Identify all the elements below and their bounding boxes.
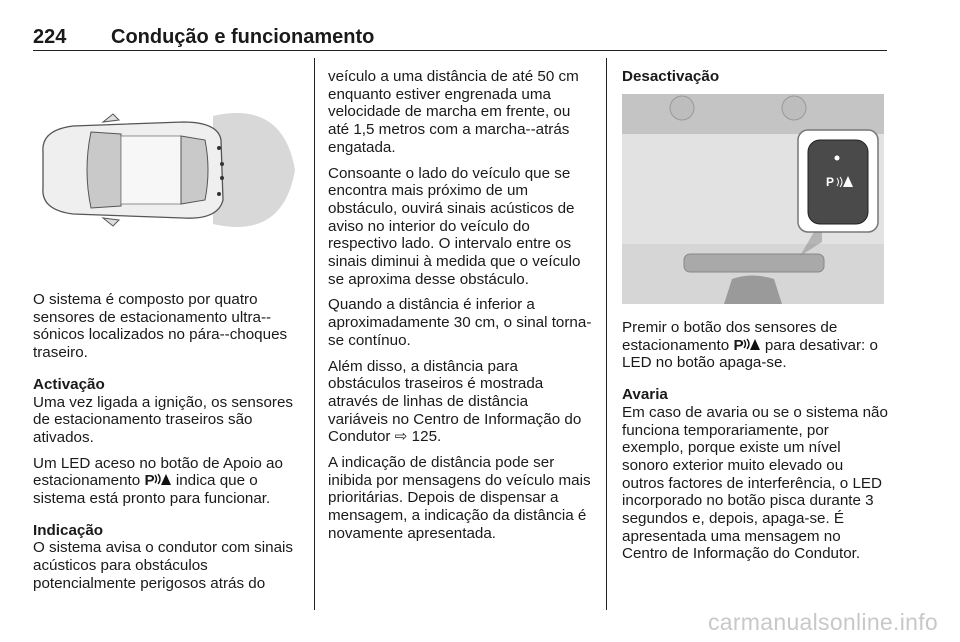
column-2 [328,68,592,551]
park-assist-icon-2 [733,337,760,354]
column-1 [33,291,301,601]
activation-heading: Activação [33,375,105,393]
watermark: carmanualsonline.info [707,609,938,635]
deact-text-after: para desativar: o LED no botão apaga-se. [622,336,878,372]
fault-heading: Avaria [622,386,668,404]
column-3 [622,68,888,86]
continuous-signal-paragraph: Quando a distância é inferior a aproximadamente 30 cm, o sinal torna-se contínuo. [328,296,592,349]
led-text-after: indica que o sistema está pronto para funcionar. [33,472,271,508]
column-divider-2 [606,58,607,610]
fault-text: Em caso de avaria ou se o sistema não funciona temporariamente, por exemplo, porque existe um nível sonoro exterior muito elevado ou outros factores de interferência, o LED incorporado no botão pisca durante 3 segundos e, depois, apaga-se. É apresentada uma mensagem no Centro de Informação do Condutor. [622,403,888,563]
page-ref-arrow-icon: ⇨ [394,428,408,446]
page-header [33,26,374,49]
deactivation-heading: Desactivação [622,68,720,85]
led-text-before: Um LED aceso no botão de Apoio ao estacionamento [33,454,283,490]
column-divider-1 [314,58,315,610]
indication-heading: Indicação [33,521,104,539]
priority-paragraph: A indicação de distância pode ser inibida por mensagens do veículo mais prioritárias. Depois de dispensar a mensagem, a indicação da distância é novamente apresentada. [328,454,591,542]
activation-text: Uma vez ligada a ignição, os sensores de estacionamento traseiros são ativados. [33,393,294,446]
distance-paragraph: veículo a uma distância de até 50 cm enquanto estiver engrenada uma velocidade de marcha em frente, ou até 1,5 metros com a marcha--atrás engatada. [328,68,579,156]
indication-text: O sistema avisa o condutor com sinais acústicos para obstáculos potencialmente perigosos atrás do [33,539,293,592]
park-assist-letter-2: P [733,336,743,354]
column-3-text [622,319,888,571]
side-warning-paragraph: Consoante o lado do veículo que se encontra mais próximo de um obstáculo, ouvirá sinais acústicos de aviso no interior do veículo do respectivo lado. O intervalo entre os sinais diminui à medida que o veículo se aproxima desse obstáculo. [328,164,581,288]
page-title: Condução e funcionamento [111,26,375,48]
car-sensor-figure [33,60,297,276]
header-rule [33,50,887,51]
page-ref-link[interactable]: 125. [411,428,442,446]
console-button-figure [622,94,884,304]
park-assist-letter: P [144,472,154,490]
intro-paragraph: O sistema é composto por quatro sensores de estacionamento ultra--sónicos localizados no pára--choques traseiro. [33,291,288,362]
svg-text:P: P [826,175,835,189]
deactivation-paragraph [622,319,888,372]
page-number: 224 [33,26,67,48]
distance-lines-paragraph [328,358,592,447]
deact-text-before: Premir o botão dos sensores de estacionamento [622,319,838,354]
led-paragraph [33,455,301,508]
distance-lines-text: Além disso, a distância para obstáculos traseiros é mostrada através de linhas de distância variáveis no Centro de Informação do Condutor [328,357,582,446]
park-assist-icon [144,472,171,489]
